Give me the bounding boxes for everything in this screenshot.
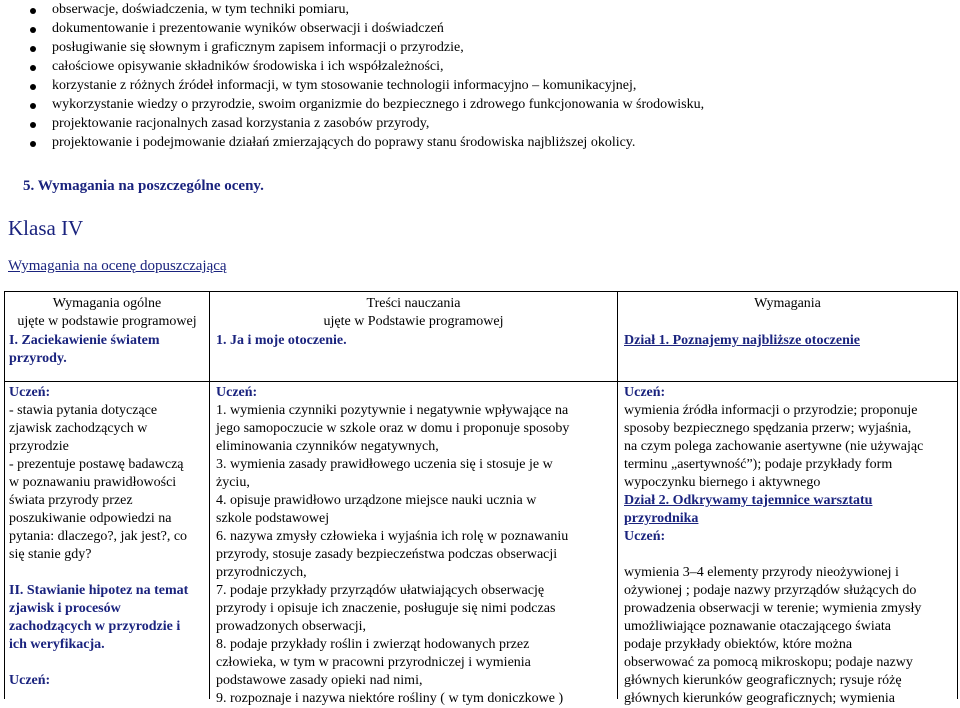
cell-line: zjawisk zachodzących w [9, 421, 148, 436]
cell-line [624, 546, 956, 564]
cell-line: 1. wymienia czynniki pozytywnie i negatywnie wpływające na [216, 403, 569, 418]
bullet-dot-icon [30, 65, 36, 71]
requirements-cell [624, 384, 956, 708]
cell-line: eliminowania czynników negatywnych, [216, 439, 439, 454]
cell-line: II. Stawianie hipotez na temat [9, 583, 189, 598]
cell-line: zachodzących w przyrodzie i [9, 619, 181, 634]
cell-line: I. Zaciekawienie światem [9, 333, 160, 348]
section-title-line: Dział 2. Odkrywamy tajemnice warsztatu [624, 493, 873, 508]
cell-line: na czym polega zachowanie asertywne (nie używając [624, 439, 924, 454]
cell-line: ich weryfikacja. [9, 637, 105, 652]
bullet-dot-icon [30, 46, 36, 52]
cell-line: - stawia pytania dotyczące [9, 403, 158, 418]
cell-line: 7. podaje przykłady przyrządów ułatwiających obserwację [216, 583, 545, 598]
cell-line: terminu „asertywność”); podaje przykłady form [624, 457, 893, 472]
bullet-dot-icon [30, 122, 36, 128]
cell-line: Dział 1. Poznajemy najbliższe otoczenie [624, 333, 860, 348]
cell-line: wymienia źródła informacji o przyrodzie; proponuje [624, 403, 918, 418]
column-divider [617, 292, 618, 699]
bullet-text: obserwacje, doświadczenia, w tym techniki pomiaru, [52, 2, 350, 17]
row-section-title [624, 332, 954, 350]
cell-line: przyrodniczych, [216, 565, 307, 580]
row-general-requirement-title [9, 332, 207, 368]
cell-line: 1. Ja i moje otoczenie. [216, 333, 347, 348]
cell-line: 6. nazywa zmysły człowieka i wyjaśnia ich rolę w poznawaniu [216, 529, 569, 544]
cell-line: ożywionej ; podaje nazwy przyrządów służących do [624, 583, 917, 598]
cell-line: głównych kierunków geograficznych; rysuje różę [624, 673, 902, 688]
header-line: ujęte w podstawie programowej [17, 314, 197, 329]
cell-line: wymienia 3–4 elementy przyrody nieożywionej i [624, 565, 899, 580]
header-teaching-content [210, 295, 617, 331]
cell-line: się stanie gdy? [9, 547, 92, 562]
cell-line: sposoby bezpiecznego spędzania przerw; wyjaśnia, [624, 421, 912, 436]
column-divider [209, 292, 210, 699]
cell-line: w poznawaniu prawidłowości [9, 475, 177, 490]
grade-heading: Wymagania na ocenę dopuszczającą [8, 258, 227, 274]
section-title-line: przyrodnika [624, 511, 699, 526]
bullet-dot-icon [30, 27, 36, 33]
bullet-text: całościowe opisywanie składników środowiska i ich współzależności, [52, 59, 444, 74]
cell-line: obserwować za pomocą mikroskopu; podaje nazwy [624, 655, 913, 670]
bullet-item [0, 115, 960, 135]
student-label: Uczeń: [9, 385, 51, 400]
header-requirements [618, 295, 957, 313]
bullet-item [0, 1, 960, 21]
cell-line: prowadzonych obserwacji, [216, 619, 367, 634]
cell-line: przyrody, stosuje zasady bezpieczeństwa podczas obserwacji [216, 547, 558, 562]
cell-line: 3. wymienia zasady prawidłowego uczenia się i stosuje je w [216, 457, 553, 472]
row-content-title [216, 332, 612, 350]
student-label: Uczeń: [9, 673, 51, 688]
cell-line: 8. podaje przykłady roślin i zwierząt hodowanych przez [216, 637, 530, 652]
student-label: Uczeń: [624, 529, 666, 544]
cell-line: przyrody. [9, 351, 67, 366]
cell-line: świata przyrody przez [9, 493, 133, 508]
cell-line: człowieka, w tym w pracowni przyrodniczej i wymienia [216, 655, 531, 670]
general-requirements-cell [9, 384, 207, 690]
cell-line: przyrody i opisuje ich znaczenie, posługuje się nimi podczas [216, 601, 556, 616]
bullet-item [0, 20, 960, 40]
student-label: Uczeń: [216, 385, 258, 400]
cell-line: wypoczynku biernego i aktywnego [624, 475, 821, 490]
requirements-table [4, 291, 958, 706]
cell-line: umożliwiające poznawanie otaczającego świata [624, 619, 892, 634]
header-general-requirements [5, 295, 209, 331]
cell-line: przyrodzie [9, 439, 69, 454]
bullet-dot-icon [30, 141, 36, 147]
student-label: Uczeń: [624, 385, 666, 400]
bullet-item [0, 134, 960, 154]
cell-line: głównych kierunków geograficznych; wymienia [624, 691, 895, 706]
header-line: ujęte w Podstawie programowej [323, 314, 504, 329]
header-line: Wymagania ogólne [52, 296, 162, 311]
cell-line: podstawowe zasady opieki nad nimi, [216, 673, 423, 688]
header-line: Treści nauczania [366, 296, 461, 311]
bullet-text: projektowanie racjonalnych zasad korzystania z zasobów przyrody, [52, 116, 430, 131]
teaching-content-cell [216, 384, 612, 708]
cell-line: szkole podstawowej [216, 511, 330, 526]
row-divider [5, 381, 957, 382]
bullet-text: dokumentowanie i prezentowanie wyników obserwacji i doświadczeń [52, 21, 444, 36]
section-heading: 5. Wymagania na poszczególne oceny. [23, 178, 264, 194]
bullet-text: wykorzystanie wiedzy o przyrodzie, swoim organizmie do bezpiecznego i zdrowego funkcjonowania w środowisku, [52, 97, 705, 112]
bullet-dot-icon [30, 103, 36, 109]
bullet-text: korzystanie z różnych źródeł informacji, w tym stosowanie technologii informacyjno – komunikacyjnej, [52, 78, 637, 93]
cell-line: jego samopoczucie w szkole oraz w domu i proponuje sposoby [216, 421, 570, 436]
cell-line: życiu, [216, 475, 250, 490]
cell-line: 4. opisuje prawidłowo urządzone miejsce nauki ucznia w [216, 493, 537, 508]
cell-line: poszukiwanie odpowiedzi na [9, 511, 172, 526]
cell-line [9, 564, 207, 582]
header-line: Wymagania [754, 296, 821, 311]
bullet-item [0, 58, 960, 78]
cell-line [9, 654, 207, 672]
class-title: Klasa IV [8, 216, 84, 240]
cell-line: prowadzenia obserwacji w terenie; wymienia zmysły [624, 601, 922, 616]
cell-line: - prezentuje postawę badawczą [9, 457, 184, 472]
cell-line: pytania: dlaczego?, jak jest?, co [9, 529, 188, 544]
cell-line: podaje przykłady obiektów, które można [624, 637, 853, 652]
cell-line: zjawisk i procesów [9, 601, 121, 616]
bullet-text: posługiwanie się słownym i graficznym zapisem informacji o przyrodzie, [52, 40, 464, 55]
cell-line: 9. rozpoznaje i nazywa niektóre rośliny ( w tym doniczkowe ) [216, 691, 564, 706]
bullet-item [0, 39, 960, 59]
bullet-dot-icon [30, 84, 36, 90]
bullet-item [0, 96, 960, 116]
bullet-item [0, 77, 960, 97]
bullet-dot-icon [30, 8, 36, 14]
bullet-text: projektowanie i podejmowanie działań zmierzających do poprawy stanu środowiska najbliższej okolicy. [52, 135, 636, 150]
